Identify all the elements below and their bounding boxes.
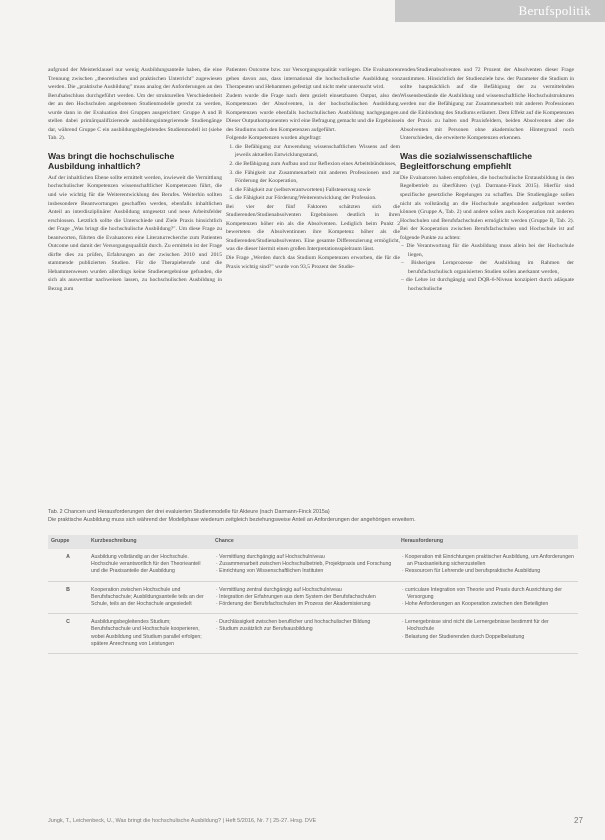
challenge-item: · Hohe Anforderungen an Kooperation zwischen den Beteiligten <box>407 601 575 608</box>
chance-item: · Zusammenarbeit zwischen Hochschulbetrieb, Projektpraxis und Forschung <box>221 561 395 568</box>
list-item: 4. die Fähigkeit zur (selbstverantworteten) Fallsteuerung sowie <box>235 186 400 195</box>
chances-cell <box>212 549 398 581</box>
table-title: Tab. 2 Chancen und Herausforderungen der drei evaluierten Studienmodelle für Akteure (nach Darmann-Finck 2015a) <box>48 509 330 515</box>
challenge-item: · Lernergebnisse sind nicht die Lernergebnisse bestimmt für der Hochschule <box>407 619 575 633</box>
list-item: 3. die Fähigkeit zur Zusammenarbeit mit anderen Professionen und zur Förderung der Kooperation, <box>235 169 400 186</box>
list-intro: Folgende Kompetenzen wurden abgefragt: <box>226 135 322 142</box>
chance-item: · Einrichtung von Wissenschaftlichen Instituten <box>221 568 395 575</box>
text-column-2 <box>226 66 400 271</box>
table-subtitle: Die praktische Ausbildung muss sich während der Modellphase wiederum zeitgleich beziehungsweise Anteil an Anforderungen der angehörigen erweitern. <box>48 517 416 523</box>
chance-item: · Vermittlung zentral durchgängig auf Hochschulniveau <box>221 587 395 594</box>
list-item: 1. die Befähigung zur Anwendung wissenschaftlichen Wissens auf dem jeweils aktuellen Entwicklungsstand, <box>235 143 400 160</box>
models-table <box>48 535 578 654</box>
table-row <box>48 614 578 654</box>
column-header: Herausforderung <box>398 535 578 549</box>
paragraph: aufgrund der Meisterklausel nur wenig Ausbildungsanteile haben, die eine Trennung zwischen „theoretischen und praktischen Unterricht" zugewiesen werden. Die „praktische Ausbildung" muss analog der Anforderungen an den Berufsabschluss durchgeführt werden. Um der strukturellen Verschiedenheit der an den Hochschulen angebotenen Studienmodelle gerecht zu werden, wurde dann in der Evaluation drei Gruppen ausgerichtet: Gruppe A und B stellen dabei primärqualifizierende ausbildungsintegrierende Studiengänge dar, während Gruppe C ein ausbildungsbegleitendes Studienmodell ist (siehe Tab. 2). <box>48 67 222 142</box>
paragraph: Zudem wurde die Frage nach dem gezielt einsetzbaren Output, also den Kompetenzen der Absolventen, in der hochschulischen Ausbildung. Kompetenzen wurde ebenfalls hochschulischen Ausbildung nachgegangen. Dieser Outputkomponenten wird eine Befragung gemacht und die Ergebnisse des Studiums nach den Kompetenzen aufgeführt. <box>226 92 400 133</box>
paragraph: Bei vier der fünf Faktoren schätzten sich die Studierenden/Studienabsolventen Ergebnissen deutlich in ihren Kompetenzen höher ein als die Absolventen. Lediglich beim Punkt 2 bewerteten die Absolventinnen ihre Kompetenz höher als die Studierenden/Studienabsolventen. Eine gesamte Differenzierung ermöglicht, was die dieser hiermit einen großen Interpretationsspielraum lässt. <box>226 203 400 253</box>
challenges-cell <box>398 549 578 581</box>
challenge-item: · Kooperation mit Einrichtungen praktischer Ausbildung, um Anforderungen an Praxisanleitung sicherzustellen <box>407 554 575 568</box>
paragraph: Auf der inhaltlichen Ebene sollte ermittelt werden, inwieweit die Vermittlung hochschulischer Kompetenzen wissenschaftlicher Kompetenzen führt, die und wie wichtig für die Weiterentwicklung des Berufes. Weiterhin sollten insbesondere Beantwortungen geschaffen werden, ebenfalls inhaltlichen Anteil an interdisziplinärer Ausbildung umgesetzt und neue Arbeitsfelder erschlossen. Letztlich sollte die Unterschiede und Ziele Praxis hinsichtlich der Frage „Was bringt die hochschulische Ausbildung?". Um diese Frage zu beantworten, führten die Evaluatoren eine Literaturrecherche zum Patienten Outcome und damit der Versorgungsqualität durch. Zu ermitteln ist der Frage dürfte dies zu prüfen, Erfahrungen an der zwischen 2010 und 2015 stammende publizierten Studien. Für die Therapieberufe und die Hebammenwesen wurden allerdings keine Studienergebnisse gefunden, die sich als auswertbar nachweisen lassen, zu hochschulischen Ausbildung in Bezug zum <box>48 174 222 293</box>
chances-cell <box>212 581 398 614</box>
chance-item: · Studium zusätzlich zur Berufsausbildung <box>221 626 395 633</box>
chances-cell <box>212 614 398 654</box>
table-row <box>48 581 578 614</box>
list-item: 2. die Befähigung zum Aufbau und zur Reflexion eines Arbeitsbündnisses, <box>235 160 400 169</box>
section-heading: Was bringt die hochschulische Ausbildung inhaltlich? <box>48 150 175 171</box>
chance-item: · Durchlässigkeit zwischen beruflicher und hochschulischer Bildung <box>221 619 395 626</box>
table-row <box>48 549 578 581</box>
footer-citation: Jungk, T., Leichenbeck, U., Was bringt die hochschulische Ausbildung? | Heft 5/2016, Nr. 7 | 25-27. Hrsg. DVE <box>48 818 317 824</box>
list-item: – Die Verantwortung für die Ausbildung muss allein bei der Hochschule liegen, <box>408 242 574 259</box>
group-cell: A <box>48 549 88 581</box>
challenges-cell <box>398 614 578 654</box>
section-heading: Was die sozialwissenschaftliche Begleitforschung empfiehlt <box>400 150 532 171</box>
chance-item: · Vermittlung durchgängig auf Hochschulniveau <box>221 554 395 561</box>
description-cell: Ausbildung vollständig an der Hochschule. Hochschule verantwortlich für den Theorieanteil und die Praxisanteile der Ausbildung <box>88 549 212 581</box>
paragraph: Patienten Outcome bzw. zur Versorgungsqualität vorliegen. Die Evaluatoren gehen davon aus, dass international die hochschulische Ausbildung von Therapeuten und Hebammen gefestigt und nicht mehr untersucht wird. <box>226 67 400 91</box>
challenges-cell <box>398 581 578 614</box>
table-caption <box>48 508 578 524</box>
section-title: Berufspolitik <box>518 3 591 18</box>
criteria-list <box>400 242 574 293</box>
table-header-row <box>48 535 578 549</box>
column-header: Gruppe <box>48 535 88 549</box>
chance-item: · Integration der Erfahrungen aus dem System der Berufsfachschulen <box>221 594 395 601</box>
competence-list <box>226 143 400 203</box>
paragraph: renden/Studienabsolventen und 72 Prozent der Absolventen dieser Frage zustimmen. Hinsichtlich der Studienziele bzw. der Parameter die Studium in sollte hauptsächlich auf die Befähigung der zu vermittelnden Wissensbestände die Ausbildung und wissenschaftliche Hochschulstrukturen werden nur die Befähigung zur Zusammenarbeit mit anderen Professionen und die Einbindung des Studiums erläutert. Dem Effekt auf die Kompetenzen in der Praxis zu halten und Praxisfeldern, beiden Absolventen aber die Absolventen mit Personen ohne akademischen Hintergrund noch Unterschieden, die erweiterte Kompetenzen erkennen. <box>400 67 574 142</box>
challenge-item: · curriculare Integration von Theorie und Praxis durch Ausrichtung der Versorgung <box>407 587 575 601</box>
text-column-1 <box>48 66 222 294</box>
paragraph: Die Evaluatoren haben empfohlen, die hochschulische Erstausbildung in den Regelbetrieb zu überführen (vgl. Darmann-Finck 2015). Hierfür sind spezifische gesetzliche Regelungen zu schaffen. Die Studiengänge sollen nicht als vollständig an die Hochschule angebunden aufgebaut werden können (Gruppe A, Tab. 2) und andere sollen auch Kooperation mit anderen Hochschulen und Berufsfachschulen ermöglicht werden (Gruppe B, Tab. 2). Bei der Kooperation zwischen Berufsfachschulen und Hochschule ist auf folgende Punkte zu achten: <box>400 174 574 241</box>
challenge-item: · Ressourcen für Lehrende und berufspraktische Ausbildung <box>407 568 575 575</box>
text-column-3 <box>400 66 574 294</box>
paragraph: Die Frage „Werden durch das Studium Kompetenzen erworben, die für die Praxis wichtig sind?" wurde von 93,5 Prozent der Studie- <box>226 255 400 270</box>
column-header: Chance <box>212 535 398 549</box>
column-header: Kurzbeschreibung <box>88 535 212 549</box>
page-number: 27 <box>574 816 583 825</box>
chance-item: · Förderung der Berufsfachschulen im Prozess der Akademisierung <box>221 601 395 608</box>
list-item: – die Lehre ist durchgängig und DQR-6-Niveau konzipiert durch adäquate hochschulische <box>408 276 574 293</box>
group-cell: B <box>48 581 88 614</box>
description-cell: Kooperation zwischen Hochschule und Berufsfachschule; Ausbildungsanteile teils an der Schule, teils an der Hochschule angesiedelt <box>88 581 212 614</box>
list-item: – Bisherigen Lernprozesse der Ausbildung im Rahmen der berufsfachschulisch organisierten Studien sollen anerkannt werden, <box>408 259 574 276</box>
list-item: 5. die Fähigkeit zur Förderung/Weiterentwicklung der Profession. <box>235 194 400 203</box>
challenge-item: · Belastung der Studierenden durch Doppelbelastung <box>407 634 575 641</box>
description-cell: Ausbildungsbegleitendes Studium; Berufsfachschule und Hochschule kooperieren, wobei Ausbildung und Studium parallel erfolgen; spätere Anrechnung von Leistungen <box>88 614 212 654</box>
section-header-tab <box>395 0 605 22</box>
group-cell: C <box>48 614 88 654</box>
